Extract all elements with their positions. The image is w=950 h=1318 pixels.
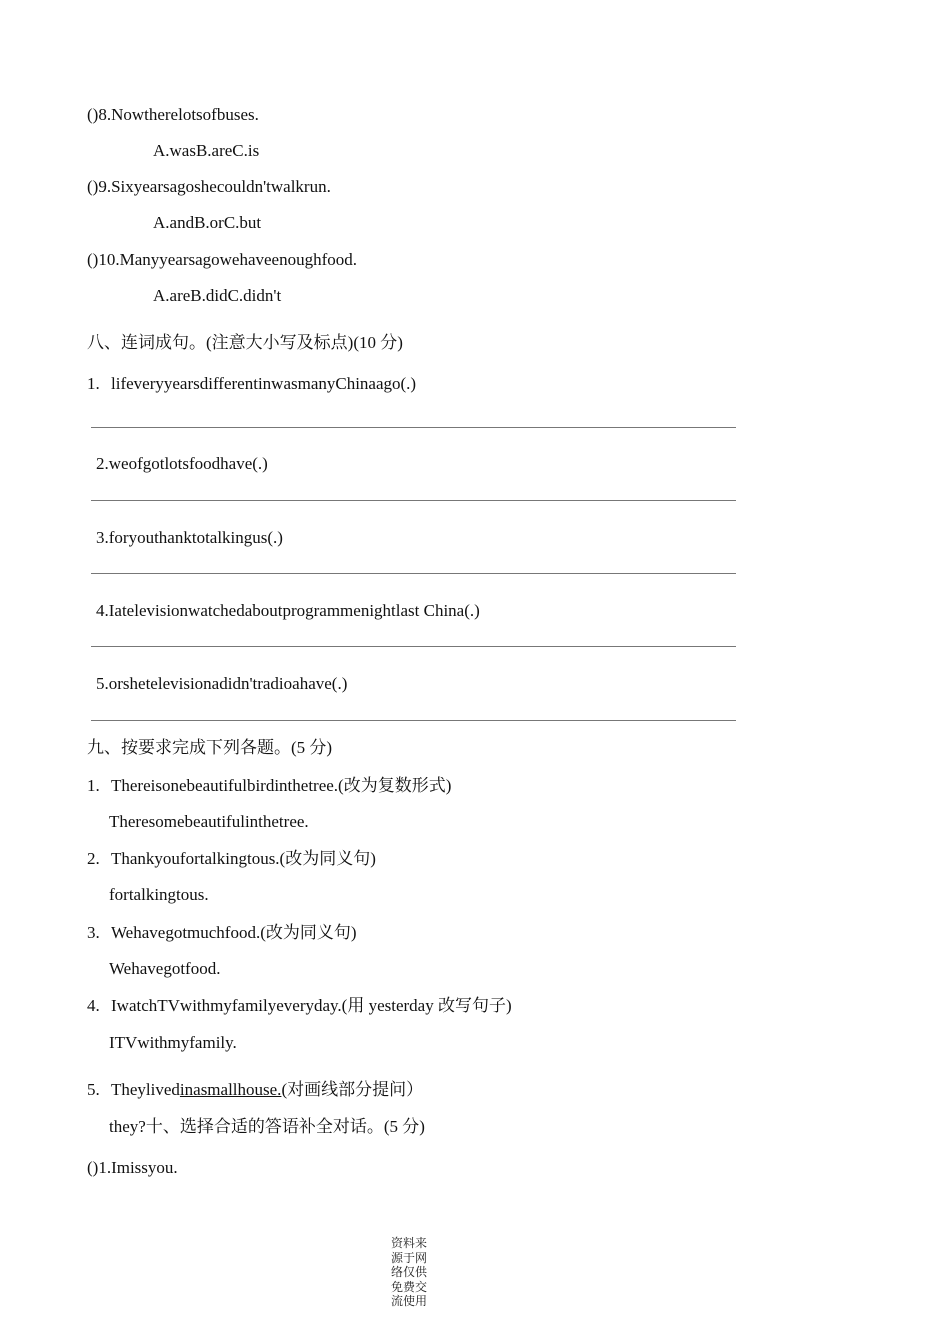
question-text: Thankyoufortalkingtous.(改为同义句) [111, 849, 376, 868]
item-number: 4. [87, 996, 100, 1015]
section10-q1: ()1.Imissyou. [87, 1158, 178, 1177]
item-number: 1. [87, 374, 100, 393]
section8-item-5: 5.orshetelevisionadidn'tradioahave(.) [96, 674, 348, 693]
answer-line [91, 500, 736, 501]
answer-line [91, 427, 736, 428]
section9-item-5-question [87, 1080, 423, 1100]
question-text: IwatchTVwithmyfamilyeveryday.(用 yesterday 改写句子) [111, 996, 512, 1015]
footer-disclaimer: 资料来源于网络仅供免费交流使用 [391, 1236, 428, 1308]
section10-heading: 十、选择合适的答语补全对话。(5 分) [145, 1117, 425, 1136]
question-suffix: (对画线部分提问） [281, 1080, 424, 1099]
item-number: 1. [87, 776, 100, 795]
section9-item-2-answer: fortalkingtous. [109, 885, 209, 904]
section9-item-5-answer-row [109, 1117, 425, 1137]
section9-item-2-question [87, 849, 376, 869]
question-text: Thereisonebeautifulbirdinthetree.(改为复数形式) [111, 776, 452, 795]
underlined-phrase: inasmallhouse. [179, 1080, 282, 1099]
section8-item-3: 3.foryouthanktotalkingus(.) [96, 528, 283, 547]
section8-item-2: 2.weofgotlotsfoodhave(.) [96, 454, 268, 473]
q10-options: A.areB.didC.didn't [153, 286, 282, 305]
section9-item-4-answer: ITVwithmyfamily. [109, 1033, 237, 1052]
answer-line [91, 720, 736, 721]
item-number: 2. [87, 849, 100, 868]
question-text: Theylived [111, 1080, 180, 1099]
question-text: Wehavegotmuchfood.(改为同义句) [111, 923, 357, 942]
q9-stem: ()9.Sixyearsagoshecouldn'twalkrun. [87, 177, 331, 196]
q9-options: A.andB.orC.but [153, 213, 262, 232]
section9-item-3-answer: Wehavegotfood. [109, 959, 221, 978]
answer-line [91, 646, 736, 647]
item-text: lifeveryyearsdifferentinwasmanyChinaago(.) [111, 374, 417, 393]
section9-item-1-question [87, 776, 451, 796]
q8-stem: ()8.Nowtherelotsofbuses. [87, 105, 259, 124]
item-number: 5. [87, 1080, 100, 1099]
section9-item-1-answer: Theresomebeautifulinthetree. [109, 812, 309, 831]
q10-stem: ()10.Manyyearsagowehaveenoughfood. [87, 250, 358, 269]
section9-heading: 九、按要求完成下列各题。(5 分) [87, 738, 333, 757]
section8-item-4: 4.Iatelevisionwatchedaboutprogrammenightlast China(.) [96, 601, 480, 620]
section8-item-1 [87, 374, 416, 394]
q8-options: A.wasB.areC.is [153, 141, 260, 160]
item-number: 3. [87, 923, 100, 942]
section8-heading: 八、连词成句。(注意大小写及标点)(10 分) [87, 333, 403, 352]
section9-item-3-question [87, 923, 357, 943]
answer-line [91, 573, 736, 574]
item-5-answer: they? [109, 1117, 146, 1136]
section9-item-4-question [87, 996, 512, 1016]
